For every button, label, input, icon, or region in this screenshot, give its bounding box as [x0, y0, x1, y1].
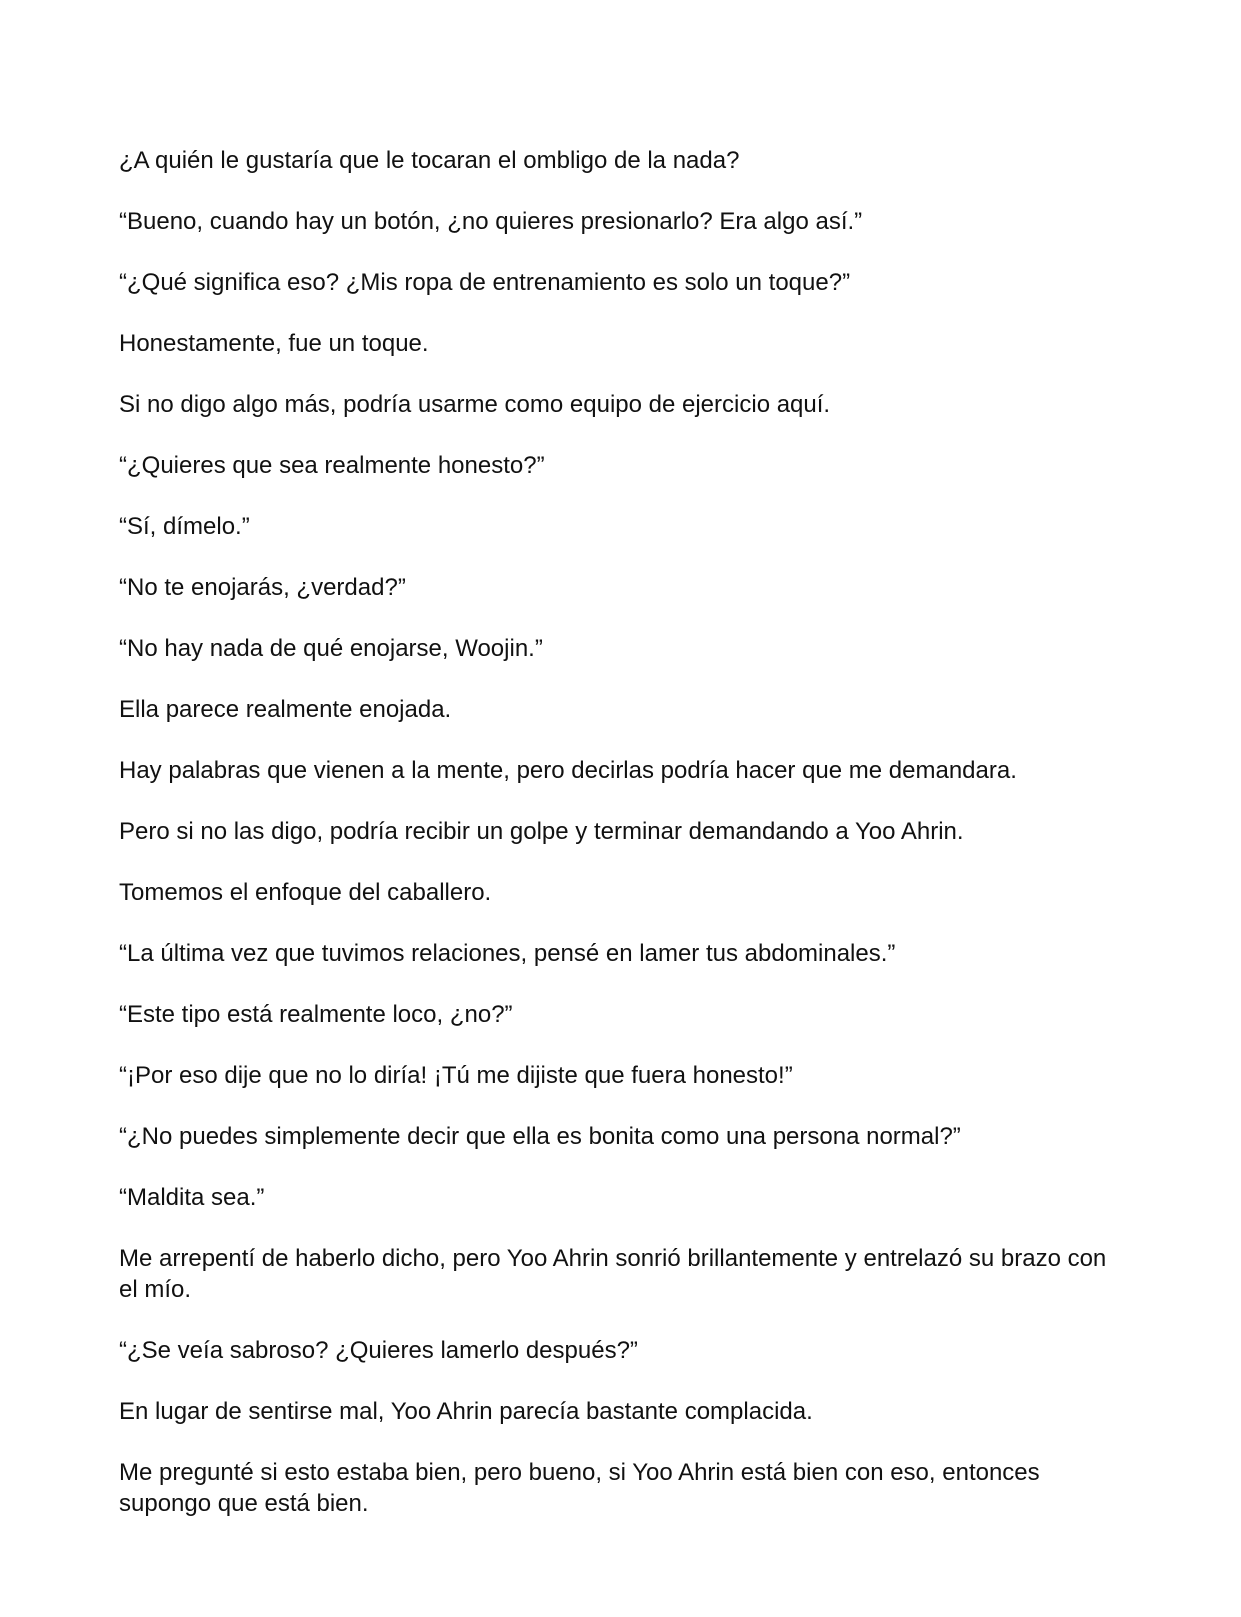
paragraph: “Sí, dímelo.” [119, 513, 250, 540]
paragraph: “¿Se veía sabroso? ¿Quieres lamerlo después?” [119, 1337, 638, 1364]
paragraph: ¿A quién le gustaría que le tocaran el ombligo de la nada? [119, 147, 740, 174]
paragraph: Me arrepentí de haberlo dicho, pero Yoo Ahrin sonrió brillantemente y entrelazó su brazo con el mío. [119, 1245, 1107, 1303]
paragraph: “¿Quieres que sea realmente honesto?” [119, 452, 545, 479]
paragraph: Ella parece realmente enojada. [119, 696, 452, 723]
paragraph: Me pregunté si esto estaba bien, pero bueno, si Yoo Ahrin está bien con eso, entonces supongo que está bien. [119, 1459, 1040, 1517]
paragraph: “¡Por eso dije que no lo diría! ¡Tú me dijiste que fuera honesto!” [119, 1062, 793, 1089]
paragraph: Tomemos el enfoque del caballero. [119, 879, 492, 906]
paragraph: “Este tipo está realmente loco, ¿no?” [119, 1001, 513, 1028]
paragraph: “No hay nada de qué enojarse, Woojin.” [119, 635, 543, 662]
paragraph: “Maldita sea.” [119, 1184, 265, 1211]
paragraph: “La última vez que tuvimos relaciones, pensé en lamer tus abdominales.” [119, 940, 896, 967]
paragraph: Si no digo algo más, podría usarme como equipo de ejercicio aquí. [119, 391, 831, 418]
paragraph: Honestamente, fue un toque. [119, 330, 429, 357]
paragraph: “No te enojarás, ¿verdad?” [119, 574, 406, 601]
paragraph: Hay palabras que vienen a la mente, pero decirlas podría hacer que me demandara. [119, 757, 1017, 784]
paragraph: “¿Qué significa eso? ¿Mis ropa de entrenamiento es solo un toque?” [119, 269, 851, 296]
paragraph: Pero si no las digo, podría recibir un golpe y terminar demandando a Yoo Ahrin. [119, 818, 964, 845]
document-body [119, 145, 1129, 1549]
paragraph: “Bueno, cuando hay un botón, ¿no quieres presionarlo? Era algo así.” [119, 208, 863, 235]
paragraph: En lugar de sentirse mal, Yoo Ahrin parecía bastante complacida. [119, 1398, 813, 1425]
paragraph: “¿No puedes simplemente decir que ella es bonita como una persona normal?” [119, 1123, 961, 1150]
